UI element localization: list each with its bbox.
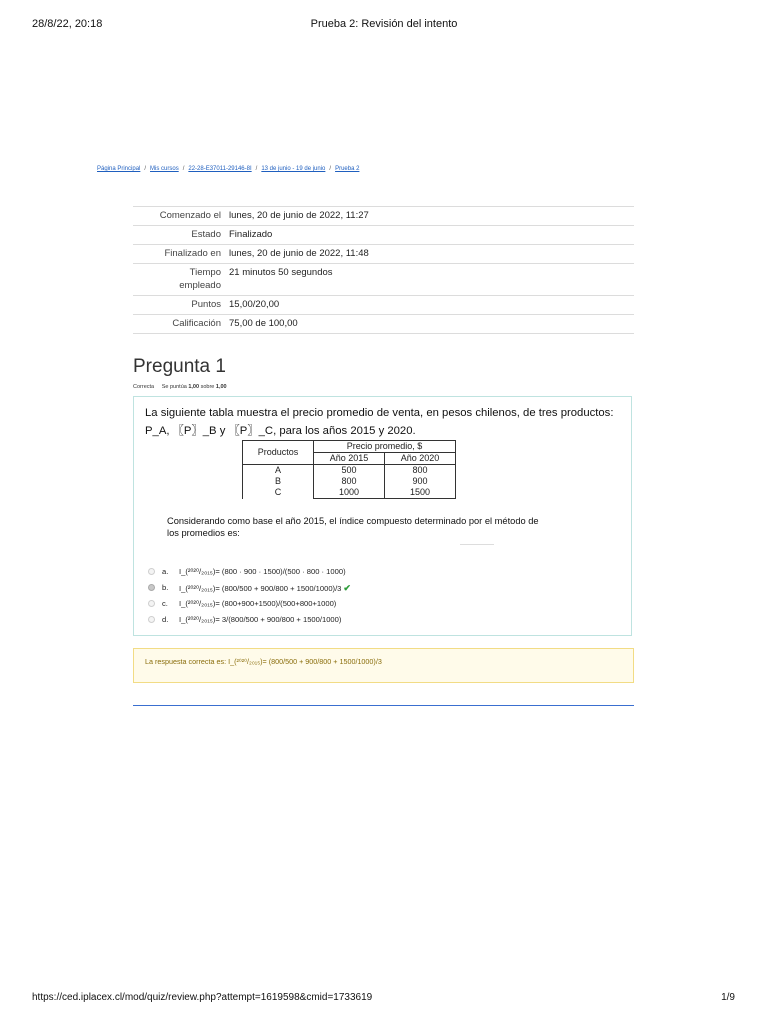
breadcrumb-quiz-link[interactable]: Prueba 2 bbox=[335, 166, 360, 172]
print-url: https://ced.iplacex.cl/mod/quiz/review.php?attempt=1619598&cmid=1733619 bbox=[32, 992, 373, 1003]
radio-d[interactable] bbox=[148, 616, 155, 623]
summary-key: Comenzado el bbox=[133, 207, 225, 226]
question-prompt: Considerando como base el año 2015, el índice compuesto determinado por el método de los promedios es: bbox=[167, 516, 539, 538]
question-number: 1 bbox=[215, 356, 226, 377]
summary-key: Estado bbox=[133, 226, 225, 245]
summary-value: 75,00 de 100,00 bbox=[225, 315, 634, 334]
breadcrumb-home-link[interactable]: Página Principal bbox=[97, 166, 141, 172]
price-table-2020: 800 900 1500 bbox=[385, 465, 456, 499]
question-status: Correcta bbox=[133, 384, 155, 390]
radio-c[interactable] bbox=[148, 600, 155, 607]
price-table-header-2015: Año 2015 bbox=[314, 453, 385, 465]
price-table-product: A B C bbox=[243, 465, 314, 499]
correct-check-icon: ✔ bbox=[343, 583, 351, 593]
price-table-header-2020: Año 2020 bbox=[385, 453, 456, 465]
price-table-header-product: Productos bbox=[243, 441, 314, 465]
question-info bbox=[133, 384, 227, 390]
summary-key: Puntos bbox=[133, 296, 225, 315]
price-table bbox=[242, 440, 456, 499]
radio-b[interactable] bbox=[148, 584, 155, 591]
price-table-2015: 500 800 1000 bbox=[314, 465, 385, 499]
radio-a[interactable] bbox=[148, 568, 155, 575]
summary-key: Calificación bbox=[133, 315, 225, 334]
print-date: 28/8/22, 20:18 bbox=[32, 18, 103, 30]
summary-row-marks bbox=[133, 296, 634, 315]
question-score-prefix: Se puntúa bbox=[161, 384, 187, 390]
summary-row-started bbox=[133, 207, 634, 226]
print-title: Prueba 2: Revisión del intento bbox=[310, 18, 458, 30]
question-score-mid: sobre bbox=[200, 384, 215, 390]
question-score-max: 1,00 bbox=[215, 384, 227, 390]
summary-key: Finalizado en bbox=[133, 245, 225, 264]
summary-value: 15,00/20,00 bbox=[225, 296, 634, 315]
summary-value: lunes, 20 de junio de 2022, 11:48 bbox=[225, 245, 634, 264]
summary-value: lunes, 20 de junio de 2022, 11:27 bbox=[225, 207, 634, 226]
question-divider bbox=[133, 705, 634, 706]
attempt-summary-table bbox=[133, 206, 634, 334]
breadcrumb-my-courses-link[interactable]: Mis cursos bbox=[150, 166, 179, 172]
summary-value: Finalizado bbox=[225, 226, 634, 245]
divider bbox=[460, 544, 494, 545]
question-image bbox=[167, 440, 539, 550]
question-title bbox=[133, 356, 226, 378]
breadcrumb-week-link[interactable]: 13 de junio - 19 de junio bbox=[261, 166, 326, 172]
question-title-label: Pregunta bbox=[133, 356, 211, 377]
summary-value: 21 minutos 50 segundos bbox=[225, 264, 634, 296]
summary-key: Tiempo empleado bbox=[133, 264, 225, 296]
breadcrumb: Página Principal / Mis cursos / 22-28-E37011-29146-8I / 13 de junio - 19 de junio / Prueba 2 bbox=[97, 166, 360, 172]
breadcrumb-course-link[interactable]: 22-28-E37011-29146-8I bbox=[188, 166, 252, 172]
question-score-value: 1,00 bbox=[188, 384, 200, 390]
print-page-number: 1/9 bbox=[721, 992, 735, 1003]
summary-row-state bbox=[133, 226, 634, 245]
summary-row-grade bbox=[133, 315, 634, 334]
summary-row-time-taken bbox=[133, 264, 634, 296]
question-text: La siguiente tabla muestra el precio promedio de venta, en pesos chilenos, de tres productos: P_A, 〖P〗_B y 〖P〗_C, para los años 2015 y 2020. bbox=[145, 407, 614, 437]
price-table-row bbox=[243, 465, 456, 499]
price-table-header-price: Precio promedio, $ bbox=[314, 441, 456, 453]
correct-answer-text: La respuesta correcta es: I_(²⁰²⁰/₂₀₁₅)= (800/500 + 900/800 + 1500/1000)/3 bbox=[145, 657, 382, 666]
summary-row-finished bbox=[133, 245, 634, 264]
